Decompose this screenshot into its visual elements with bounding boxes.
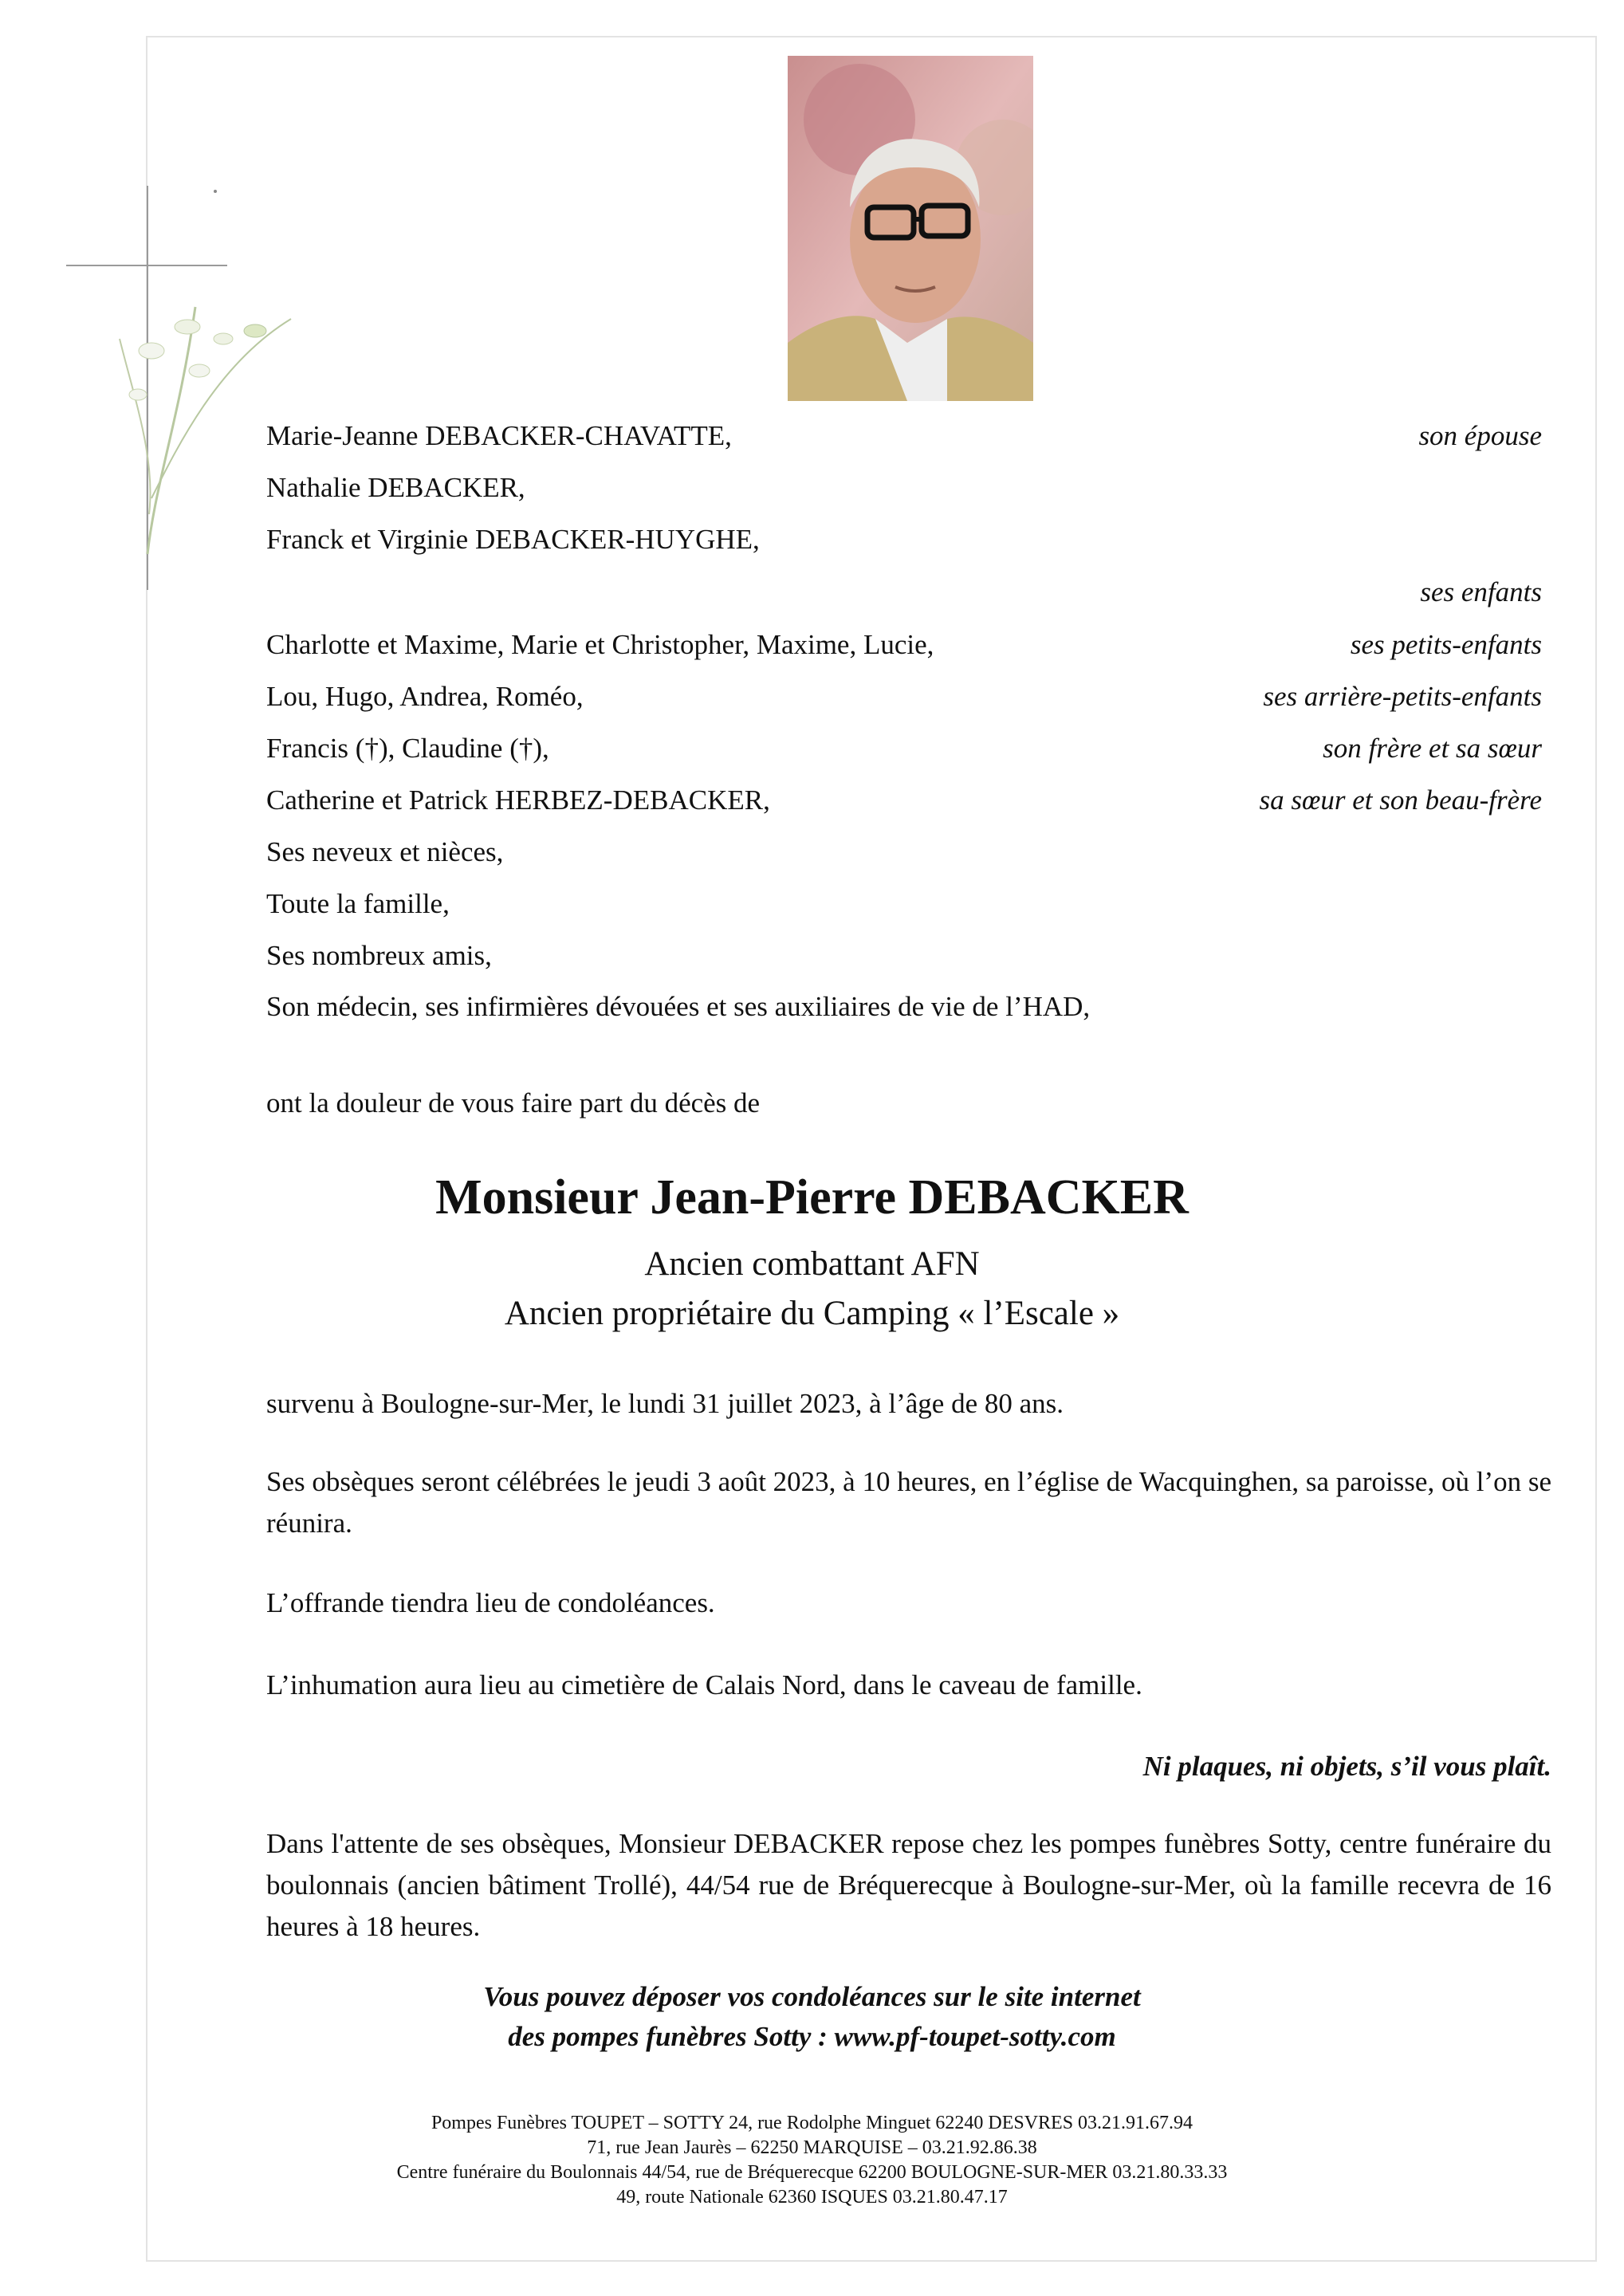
condolences-line-2: des pompes funèbres Sotty : www.pf-toupet-sotty.com	[508, 2021, 1116, 2052]
family-row	[266, 784, 1542, 826]
family-name: Lou, Hugo, Andrea, Roméo,	[266, 681, 584, 712]
family-row	[266, 991, 1542, 1032]
footer-line: 49, route Nationale 62360 ISQUES 03.21.80.47.17	[616, 2187, 1008, 2208]
family-name: Nathalie DEBACKER,	[266, 472, 525, 503]
family-name: Ses neveux et nièces,	[266, 836, 504, 867]
deceased-name: Monsieur Jean-Pierre DEBACKER	[435, 1170, 1189, 1225]
condolences-line-1: Vous pouvez déposer vos condoléances sur le site internet	[483, 1981, 1141, 2012]
condolences-note	[0, 1977, 1624, 2057]
family-relation: son épouse	[1418, 420, 1542, 451]
family-row	[266, 524, 1542, 565]
family-row	[266, 733, 1542, 774]
family-row	[266, 576, 1542, 618]
announcement: ont la douleur de vous faire part du décès de	[266, 1087, 761, 1119]
footer-line: Centre funéraire du Boulonnais 44/54, rue de Bréquerecque 62200 BOULOGNE-SUR-MER 03.21.80.33.33	[396, 2162, 1228, 2183]
family-row	[266, 940, 1542, 981]
family-relation: son frère et sa sœur	[1323, 733, 1542, 764]
footer-line: Pompes Funèbres TOUPET – SOTTY 24, rue Rodolphe Minguet 62240 DESVRES 03.21.91.67.94	[431, 2113, 1193, 2133]
family-relation: ses enfants	[1420, 576, 1542, 607]
family-name: Ses nombreux amis,	[266, 940, 492, 971]
family-name: Marie-Jeanne DEBACKER-CHAVATTE,	[266, 420, 732, 451]
burial-info: L’inhumation aura lieu au cimetière de Calais Nord, dans le caveau de famille.	[266, 1669, 1142, 1700]
deceased-title-1: Ancien combattant AFN	[644, 1245, 980, 1283]
portrait-photo	[788, 56, 1033, 401]
waiting-info: Dans l'attente de ses obsèques, Monsieur DEBACKER repose chez les pompes funèbres Sotty, centre funéraire du boulonnais (ancien bâtiment Trollé), 44/54 rue de Bréquerecque à Boulogne-sur-Mer, où la famille recevra de 16 heures à 18 heures.	[266, 1828, 1551, 1942]
family-name: Franck et Virginie DEBACKER-HUYGHE,	[266, 524, 760, 555]
footer-contacts	[0, 2111, 1624, 2210]
offering-info: L’offrande tiendra lieu de condoléances.	[266, 1587, 715, 1618]
funeral-info: Ses obsèques seront célébrées le jeudi 3 août 2023, à 10 heures, en l’église de Wacquinghen, sa paroisse, où l’on se réunira.	[266, 1466, 1551, 1539]
family-row	[266, 888, 1542, 930]
family-row	[266, 629, 1542, 670]
family-relation: sa sœur et son beau-frère	[1259, 784, 1542, 816]
deceased-title-2: Ancien propriétaire du Camping « l’Escale »	[504, 1295, 1120, 1332]
family-row	[266, 681, 1542, 722]
cross-lily-icon	[60, 179, 299, 598]
family-row	[266, 472, 1542, 513]
no-flowers-note: Ni plaques, ni objets, s’il vous plaît.	[1142, 1751, 1551, 1782]
family-name: Francis (†), Claudine (†),	[266, 733, 549, 764]
family-row	[266, 836, 1542, 878]
family-name: Toute la famille,	[266, 888, 450, 919]
family-relation: ses arrière-petits-enfants	[1263, 681, 1542, 712]
family-row	[266, 420, 1542, 462]
family-name: Catherine et Patrick HERBEZ-DEBACKER,	[266, 784, 770, 816]
death-info: survenu à Boulogne-sur-Mer, le lundi 31 juillet 2023, à l’âge de 80 ans.	[266, 1388, 1064, 1419]
footer-line: 71, rue Jean Jaurès – 62250 MARQUISE – 03.21.92.86.38	[587, 2137, 1037, 2158]
family-name: Son médecin, ses infirmières dévouées et ses auxiliaires de vie de l’HAD,	[266, 991, 1091, 1022]
family-name: Charlotte et Maxime, Marie et Christopher, Maxime, Lucie,	[266, 629, 934, 660]
family-relation: ses petits-enfants	[1350, 629, 1542, 660]
